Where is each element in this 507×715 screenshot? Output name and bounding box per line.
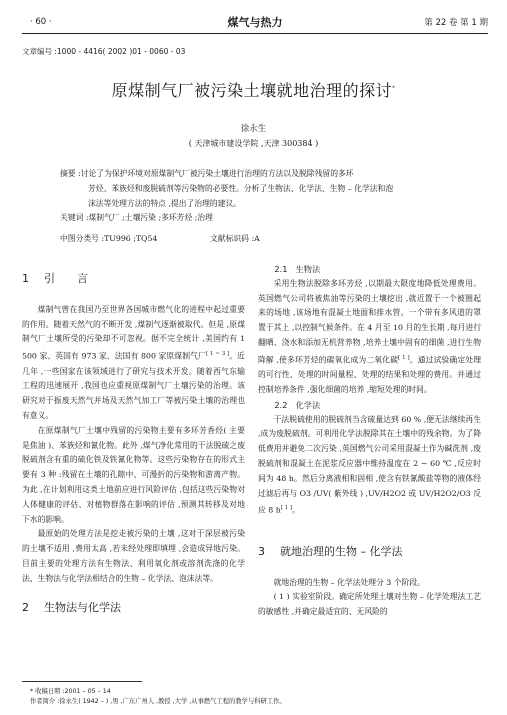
author-name: 徐永生 bbox=[240, 124, 267, 134]
paragraph-intro-3: 最原始的处理方法是挖走被污染的土壤 ,这对于深层被污染的土壤不适用 ,费用太高 ,若未经处理即填埋 ,会造成异地污染。目前主要的处理方法有生物法、利用氧化剂或溶剂洗涤的化学法、生物法与化学法相结合的生物 – 化学法、泡沫法等。 bbox=[22, 529, 245, 583]
abstract-block bbox=[60, 167, 448, 226]
footnote-received: * 收稿日期 :2001 – 05 – 14 bbox=[30, 688, 111, 695]
paragraph-2-1-text: 采用生物法脱除多环芳烃 ,以期最大限度地降低处理费用。英国燃气公司将被焦油等污染的土壤挖出 ,就近置于一个被圈起来的场地 ,该场地有混凝土地面和排水管。一个带有多风道的罩置于其上 ,以控制气候条件。在 4 月至 10 月的生长期 ,每月进行翻晒、浇水和添加无机营养物 ,培养土壤中固有的细菌 ,进行生物降解 ,使多环芳烃的碳氧化成为二氧化碳 bbox=[258, 278, 481, 365]
doc-code-label: 文献标识码 : bbox=[210, 234, 255, 243]
section-3-heading bbox=[258, 545, 481, 560]
doc-code: A bbox=[254, 234, 260, 243]
paper-title-text: 原煤制气厂被污染土壤就地治理的探讨 bbox=[111, 81, 393, 100]
footnote-rule bbox=[22, 681, 142, 682]
abstract-label: 摘要 : bbox=[60, 169, 81, 178]
issue-info: 第 22 卷 第 1 期 bbox=[424, 18, 488, 28]
subsection-2-1-heading: 2.1 生物法 bbox=[274, 264, 321, 274]
paragraph-2-1-tail: 。通过试验确定处理的可行性、处理的时间量程、处理的结果和处理的费用。并通过控制培养条件 ,强化细菌的培养 ,缩短处理的时间。 bbox=[258, 355, 481, 394]
page-number: · 60 · bbox=[30, 17, 52, 27]
section-3-title: 就地治理的生物 – 化学法 bbox=[280, 544, 403, 558]
paragraph-intro-1-tail: 。近几年 ,一些国家在该领域进行了研究与技术开发。随着西气东输工程的迅速展开 ,我国也应重视原煤制气厂土壤污染的治理。该研究对于振废天然气并场及天然气加工厂等被污染土壤的治理也有意义。 bbox=[22, 351, 245, 420]
section-2-heading bbox=[22, 601, 245, 616]
citation-ref: [ 1 ] bbox=[398, 354, 410, 361]
keywords: 煤制气厂 ;土壤污染 ;多环芳烃 ;治理 bbox=[88, 213, 213, 223]
section-2-number: 2 bbox=[22, 600, 29, 614]
paragraph-2-2-chem: 3 /UV( 紫外线 ) ,UV/H2O2 或 UV/H2O2/O3 反应 8 h bbox=[258, 488, 482, 515]
section-1-number: 1 bbox=[22, 272, 29, 285]
paragraph-3-2: ( 1 ) 实验室阶段。确定所处理土壤对生物 – 化学处理法工艺的敏感性 ,并确定最适宜的、无风险的 bbox=[258, 592, 481, 617]
section-3-number: 3 bbox=[258, 544, 265, 558]
section-1-heading bbox=[22, 272, 245, 287]
paragraph-2-2-text: 干法脱硫使用的脱硫剂当含硫量达到 60 % ,便无法继续再生 ,成为废脱硫剂。可利用化学法脱除其在土壤中的残余物。为了降低费用并避免二次污染 ,英国燃气公司采用混凝土作为碱洗剂 ,废脱硫剂和混凝土在泥浆反应器中维持温度在 2 ~ 60 ℃ ,反应时间为 48 h。然后分离液相和固相 ,使含有铁氰酸盐等物的液体经过滤后再与 O bbox=[258, 414, 481, 498]
journal-name: 煤气与热力 bbox=[227, 16, 283, 29]
paragraph-2-2-end: 。 bbox=[292, 505, 300, 515]
running-header bbox=[22, 14, 488, 32]
clc-code: TU996 ;TQ54 bbox=[104, 234, 158, 243]
paragraph-intro-1-text: 煤制气曾在我国乃至世界各国城市燃气化的进程中起过重要的作用。随着天然气的不断开发 ,煤制气逐渐被取代。但是 ,原煤制气厂土壤所受的污染却不可忽视。据不完全统计 ,美国约有 1 500 家、英国有 973 家、法国有 800 家原煤制气厂 bbox=[22, 304, 245, 361]
paragraph-3-1: 就地治理的生物 – 化学法处理分 3 个阶段。 bbox=[273, 577, 425, 587]
section-1-title: 引 言 bbox=[44, 272, 88, 285]
affiliation: ( 天津城市建设学院 ,天津 300384 ) bbox=[188, 139, 319, 148]
paragraph-2-2 bbox=[258, 413, 481, 519]
citation-ref: [ 1 ~ 3 ] bbox=[205, 351, 230, 358]
title-footnote-mark: * bbox=[392, 85, 396, 92]
paragraph-intro-1 bbox=[22, 303, 245, 424]
left-column bbox=[22, 262, 245, 631]
article-number: 文章编号 :1000 - 4416( 2002 )01 - 0060 - 03 bbox=[22, 47, 186, 56]
paper-title bbox=[0, 78, 507, 101]
abstract-line-3: 沫法等处理方法的特点 ,提出了治理的建议。 bbox=[88, 198, 242, 208]
keywords-label: 关键词 : bbox=[60, 213, 89, 223]
citation-ref: [ 1 ] bbox=[280, 505, 293, 512]
paragraph-2-1 bbox=[258, 277, 481, 398]
abstract-line-1: 讨论了为保护环境对原煤制气厂被污染土壤进行治理的方法以及脱除残留的多环 bbox=[80, 169, 354, 178]
right-column bbox=[258, 262, 481, 620]
paragraph-intro-2: 在原煤制气厂土壤中残留的污染物主要有多环芳香烃( 主要是焦油 )、苯族烃和氰化物。此外 ,煤气净化常用的干法脱硫之废脱硫剂含有重的硫化铁及铁氰化物等。这些污染物存在的形式主要有 3 种 :残留在土壤的孔隙中、可漫折的污染物和游离产物。为此 ,在计划利用这类土地前应进行风险评估 ,包括这些污染物对人体健康的评估、对植物群落在影响的评估 ,预测其转移及对地下水的影响。 bbox=[22, 425, 245, 524]
subsection-2-2-heading: 2.2 化学法 bbox=[274, 399, 321, 410]
clc-label: 中图分类号 : bbox=[60, 234, 105, 243]
header-rule bbox=[22, 33, 488, 34]
classification-line bbox=[60, 233, 448, 244]
abstract-line-2: 芳烃、苯族烃和废脱硫剂等污染物的必要性。分析了生物法、化学法、生物 – 化学法和泡 bbox=[88, 183, 394, 193]
section-2-title: 生物法与化学法 bbox=[44, 600, 121, 614]
footnote-author-bio: 作者简介 :徐永生( 1942 – ) ,男 ,广东广州人 ,教授 ,大学 ,从事燃气工程的教学与科研工作。 bbox=[30, 698, 286, 705]
